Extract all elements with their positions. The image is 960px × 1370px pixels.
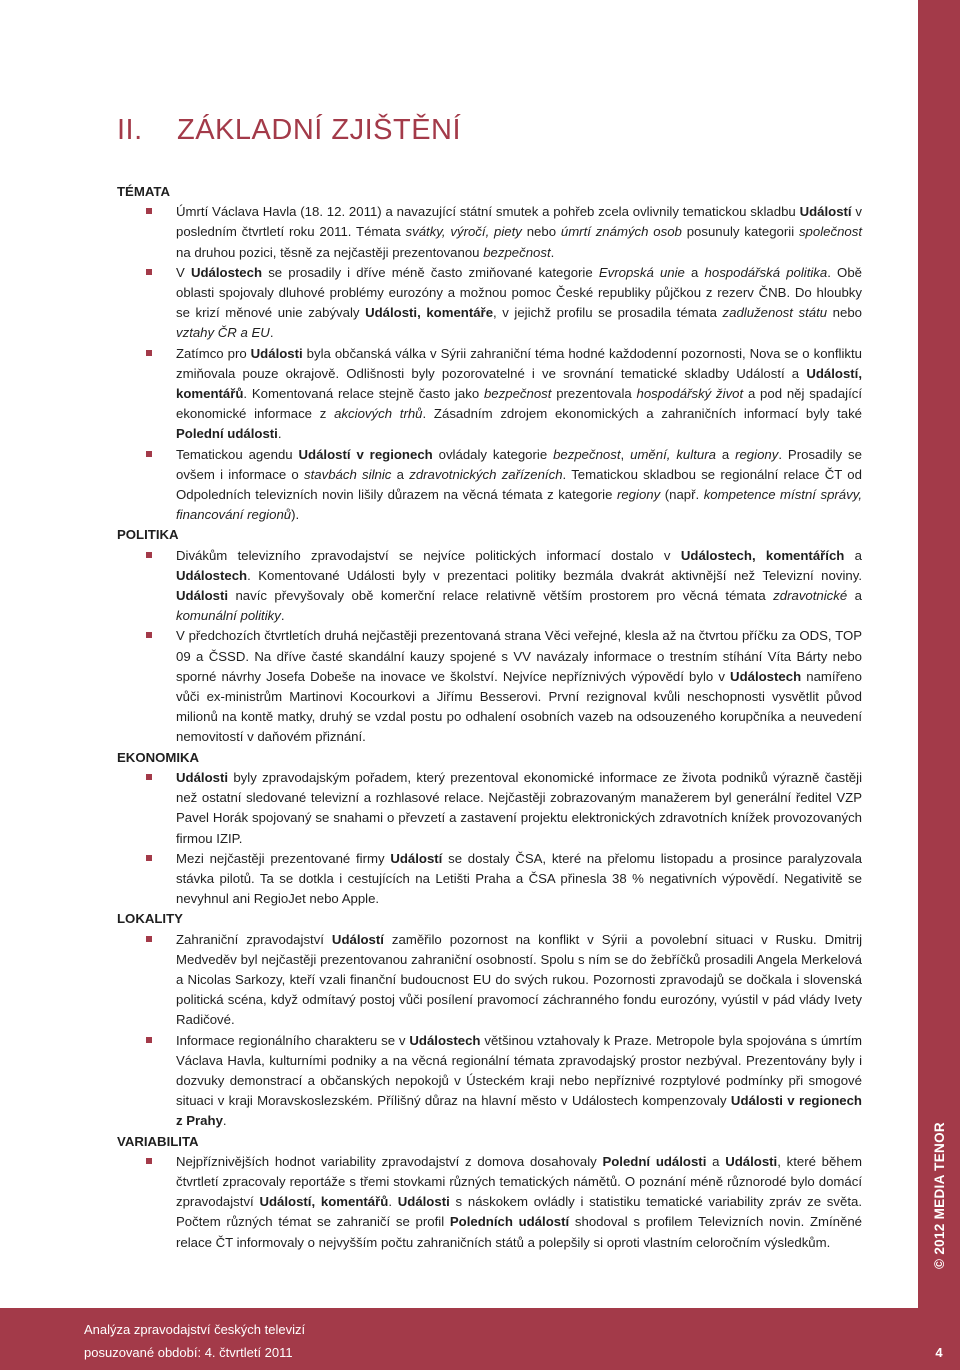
text-run: nebo: [521, 224, 561, 240]
bullet-item: [117, 202, 862, 263]
text-run: na druhou pozici, těsně za nejčastěji prezentovanou: [176, 244, 484, 260]
bold-text: Událostech: [409, 1032, 481, 1048]
text-run: a: [847, 588, 862, 604]
section-heading: TÉMATA: [117, 184, 170, 199]
bullet-item: [117, 445, 862, 526]
italic-text: bezpečnost: [553, 446, 621, 462]
italic-text: regiony: [616, 487, 661, 503]
bullet-item: [117, 263, 862, 344]
italic-text: bezpečnost: [483, 244, 551, 260]
italic-text: svátky, výročí, piety: [405, 224, 522, 240]
text-run: a: [684, 264, 705, 280]
text-run: , které během čtvrtletí zpracovaly reportáže s třemi stovkami různých tematických námětů. O poznání méně různorodé bylo domácí zpravodajství: [176, 1153, 862, 1210]
footer-report-title: Analýza zpravodajství českých televizí: [84, 1322, 306, 1337]
text-run: . Prosadily se ovšem i informace o: [176, 446, 862, 482]
bold-text: Události: [725, 1153, 778, 1169]
text-run: . Komentovaná relace stejně často jako: [243, 386, 484, 402]
text-run: a: [715, 446, 736, 462]
bullet-item: [117, 768, 862, 849]
text-run: namířeno vůči ex-ministrům Martinovi Kocourkovi a Jiřímu Besserovi. První rezignoval kvůli neschopnosti vysvětlit původ milionů na kontě matky, druhý se vzdal postu po odhalení osobních vazeb na odsouzeného korupčníka a neuvedení nemovitostí v daňovém přiznání.: [176, 668, 862, 745]
bullet-list: [117, 1152, 862, 1253]
text-run: Divákům televizního zpravodajství se nejvíce politických informací dostalo v: [176, 547, 681, 563]
bold-text: Události: [250, 345, 303, 361]
bold-text: Událostech: [190, 264, 263, 280]
bullet-list: [117, 202, 862, 525]
footer-period: posuzované období: 4. čtvrtletí 2011: [84, 1345, 293, 1360]
section-heading: VARIABILITA: [117, 1133, 199, 1149]
text-run: Mezi nejčastěji prezentované firmy: [176, 850, 391, 866]
text-run: .: [277, 426, 282, 442]
italic-text: zdravotnické: [773, 588, 848, 604]
bold-text: Událostí: [331, 931, 384, 947]
report-body: [117, 182, 862, 1253]
text-run: byly zpravodajským pořadem, který prezentoval ekonomické informace ze života podniků výrazně častěji než ostatní sledované televizní a rozhlasové relace. Nejčastěji zobrazovaným manažerem byl generální ředitel VZP Pavel Horák spojovaný se snahami o převzetí a zastavení projektu elektronických zdravotních knížek provozovaných firmou IZIP.: [176, 769, 862, 846]
text-run: ovládaly kategorie: [432, 446, 554, 462]
bullet-item: [117, 1152, 862, 1253]
text-run: navíc převyšovaly obě komerční relace relativně větším prostorem pro věcná témata: [228, 588, 774, 604]
bold-text: Události: [176, 588, 229, 604]
text-run: . Zásadním zdrojem ekonomických a zahraničních informací byly také: [422, 406, 862, 422]
bold-text: Událostí, komentářů: [259, 1194, 389, 1210]
text-run: Nejpříznivějších hodnot variability zpravodajství z domova dosahovaly: [176, 1153, 603, 1169]
text-run: se prosadily i dříve méně často zmiňované kategorie: [262, 264, 599, 280]
italic-text: vztahy ČR a EU: [176, 325, 270, 341]
bold-text: Událostech: [176, 567, 248, 583]
text-run: a: [844, 547, 863, 563]
bold-text: Poledních událostí: [449, 1214, 570, 1230]
text-run: .: [388, 1194, 398, 1210]
text-run: (např.: [660, 487, 704, 503]
bold-text: Události: [397, 1194, 450, 1210]
text-run: a pod něj spadající ekonomické informace z: [176, 386, 863, 422]
italic-text: zdravotnických zařízeních: [409, 466, 563, 482]
text-run: s náskokem ovládly i statistiku tematické variability zpráv ze světa. Počtem různých témat se zahraničí se profil: [176, 1194, 862, 1230]
italic-text: kompetence místní správy, financování regionů: [176, 487, 862, 523]
bold-text: Události: [176, 769, 229, 785]
bold-text: Polední události: [176, 426, 278, 442]
chapter-number: II.: [117, 114, 143, 146]
text-run: . Obě oblasti spojovaly dluhové problémy eurozóny a možnou pomoc České republiky půjčkou z rezerv ČNB. Do hloubky se krizí měnové unie zabývaly: [176, 264, 862, 321]
text-run: byla občanská válka v Sýrii zahraniční téma hodné každodenní pozornosti, Nova se o konfliktu zmiňovala pouze okrajově. Odlišnosti byly pozorovatelné i ve srovnání tematické skladby Událostí a: [176, 345, 862, 381]
italic-text: hospodářská politika: [704, 264, 828, 280]
bullet-list: [117, 546, 862, 748]
text-run: nebo: [827, 305, 862, 321]
italic-text: umění, kultura: [630, 446, 716, 462]
section-heading: EKONOMIKA: [117, 749, 200, 765]
italic-text: společnost: [798, 224, 862, 240]
text-run: Zatímco pro: [176, 345, 251, 361]
text-run: ,: [620, 446, 631, 462]
text-run: a: [391, 466, 410, 482]
text-run: Zahraniční zpravodajství: [176, 931, 332, 947]
italic-text: akciových trhů: [334, 406, 423, 422]
text-run: .: [269, 325, 274, 341]
copyright-vertical: © 2012 MEDIA TENOR: [931, 1121, 947, 1269]
bold-text: Událostech, komentářích: [680, 547, 845, 563]
chapter-heading: [117, 114, 461, 147]
text-run: v posledním čtvrtletí roku 2011. Témata: [176, 204, 862, 240]
bold-text: Událostí v regionech: [298, 446, 433, 462]
text-run: .: [280, 608, 285, 624]
bold-text: Události v regionech z Prahy: [176, 1093, 862, 1129]
bullet-item: [117, 849, 862, 910]
text-run: V: [176, 264, 191, 280]
bold-text: Polední události: [602, 1153, 707, 1169]
bullet-item: [117, 546, 862, 627]
chapter-title: ZÁKLADNÍ ZJIŠTĚNÍ: [177, 114, 462, 146]
text-run: zaměřilo pozornost na konflikt v Sýrii a povolební situaci v Rusku. Dmitrij Medveděv byl nejčastěji prezentovanou zahraniční osobností. Spolu s ním se do žebříčků prosadili Angela Merkelová a Nicolas Sarkozy, kteří vzali finanční budoucnost EU do svých rukou. Pozornosti zpravodajů se dočkala i slovenská politická scéna, když odmítavý postoj vůči posílení pravomocí záchranného fondu eurozóny, vyústil v pád vlády Ivety Radičové.: [176, 931, 862, 1028]
text-run: Informace regionálního charakteru se v: [176, 1032, 410, 1048]
italic-text: bezpečnost: [483, 386, 552, 402]
bullet-item: [117, 626, 862, 747]
bold-text: Události, komentáře: [365, 305, 494, 321]
italic-text: hospodářský život: [636, 386, 744, 402]
text-run: prezentovala: [551, 386, 637, 402]
italic-text: stavbách silnic: [304, 466, 392, 482]
text-run: V předchozích čtvrtletích druhá nejčastěji prezentovaná strana Věci veřejné, klesla až na čtvrtou příčku za ODS, TOP 09 a ČSSD. Na dříve časté skandální kauzy spojené s VV navázaly informace o trestním stíhání Víta Bárty nebo sporné návrhy Josefa Dobeše na inovace ve školství. Nejvíce nepříznivých výpovědí bylo v: [176, 628, 862, 684]
bold-text: Událostí: [390, 850, 443, 866]
bold-text: Událostí: [799, 204, 852, 220]
italic-text: komunální politiky: [176, 608, 281, 624]
text-run: většinou vztahovaly k Praze. Metropole byla spojována s úmrtím Václava Havla, kulturními podniky a na věcná regionální témata zpravodajský prostor nezbýval. Prezentovány byly i dozvuky demonstrací a občanských nepokojů v Ústeckém kraji nebo nepříznivé rozptylové podmínky při smogové situaci v kraji Moravskoslezském. Přílišný důraz na hlavní město v Událostech kompenzovaly: [176, 1032, 862, 1109]
section-heading: POLITIKA: [117, 527, 179, 543]
text-run: Tematickou agendu: [176, 446, 299, 462]
bold-text: Událostech: [730, 668, 802, 684]
bullet-item: [117, 930, 862, 1031]
bullet-item: [117, 344, 862, 445]
section-heading: LOKALITY: [117, 911, 183, 927]
bullet-list: [117, 768, 862, 909]
text-run: se dostaly ČSA, které na přelomu listopadu a prosince paralyzovala stávka pilotů. Ta se dotkla i cestujících na Letišti Praha a ČSA přinesla 38 % negativních výpovědí. Negativitě se nevyhnul ani RegioJet nebo Apple.: [176, 850, 862, 907]
italic-text: úmrtí známých osob: [560, 224, 682, 240]
footer-band: [0, 1308, 918, 1370]
text-run: . Tematickou skladbou se regionální relace ČT od Odpoledních televizních novin lišily důrazem na věcná témata z kategorie: [176, 466, 862, 503]
text-run: posunuly kategorii: [681, 224, 799, 240]
bullet-item: [117, 1031, 862, 1132]
text-run: . Komentované Události byly v prezentaci politiky bezmála dvakrát aktivnější než Televizní noviny.: [247, 567, 862, 583]
italic-text: regiony: [735, 446, 779, 462]
italic-text: zadluženost státu: [722, 305, 828, 321]
bold-text: Událostí, komentářů: [176, 365, 862, 402]
bullet-list: [117, 930, 862, 1132]
text-run: ).: [291, 507, 300, 523]
page-number: 4: [935, 1345, 943, 1360]
text-run: Úmrtí Václava Havla (18. 12. 2011) a navazující státní smutek a pohřeb zcela ovlivnily tematickou skladbu: [176, 204, 800, 220]
text-run: shodoval s profilem Televizních novin. Zmíněné relace ČT informovaly o nejvyšším počtu zahraničních států a polepšily si oproti vlastním celoročním výsledkům.: [176, 1214, 863, 1250]
text-run: , v jejichž profilu se prosadila témata: [493, 305, 723, 321]
text-run: .: [222, 1113, 227, 1129]
text-run: .: [550, 244, 555, 260]
italic-text: Evropská unie: [598, 264, 685, 280]
text-run: a: [706, 1153, 726, 1169]
